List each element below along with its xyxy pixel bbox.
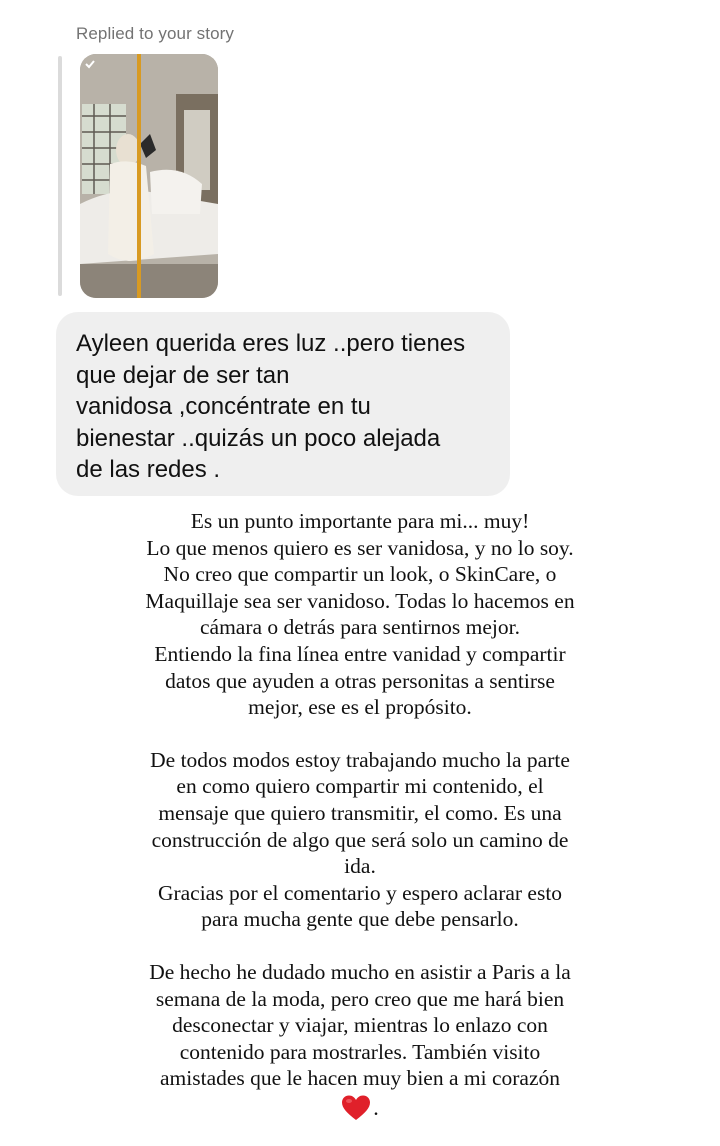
- message-bubble[interactable]: [56, 312, 510, 496]
- message-text: Ayleen querida eres luz ..pero tienes que dejar de ser tan vanidosa ,concéntrate en tu bienestar ..quizás un poco alejada de las redes .: [76, 330, 466, 483]
- reply-paragraph-2: De todos modos estoy trabajando mucho la parte en como quiero compartir mi contenido, el mensaje que quiero transmitir, el como. Es una construcción de algo que será solo un camino de ida. Gracias por el comentario y espero aclarar esto para mucha gente que debe pensarlo.: [150, 747, 570, 932]
- reply-quote-bar: [58, 56, 62, 296]
- story-thumbnail[interactable]: [80, 54, 218, 298]
- reply-paragraph-1: Es un punto importante para mi... muy! Lo que menos quiero es ser vanidosa, y no lo soy. No creo que compartir un look, o SkinCare, o Maquillaje sea ser vanidoso. Todas lo hacemos en cámara o detrás para sentirnos mejor. Entiendo la fina línea entre vanidad y compartir datos que ayuden a otras personitas a sentirse mejor, ese es el propósito.: [145, 509, 575, 720]
- heart-line: [60, 1094, 660, 1122]
- replied-to-story-label: Replied to your story: [76, 24, 235, 43]
- reply-paragraph-3: De hecho he dudado mucho en asistir a Paris a la semana de la moda, pero creo que me hará bien desconectar y viajar, mientras lo enlazo con contenido para mostrarles. También visito amistades que le hacen muy bien a mi corazón: [149, 959, 571, 1091]
- story-thumbnail-image-icon: [80, 54, 218, 298]
- trailing-period: .: [373, 1095, 379, 1121]
- red-heart-icon: [341, 1094, 371, 1122]
- story-reply-text: [60, 508, 660, 1122]
